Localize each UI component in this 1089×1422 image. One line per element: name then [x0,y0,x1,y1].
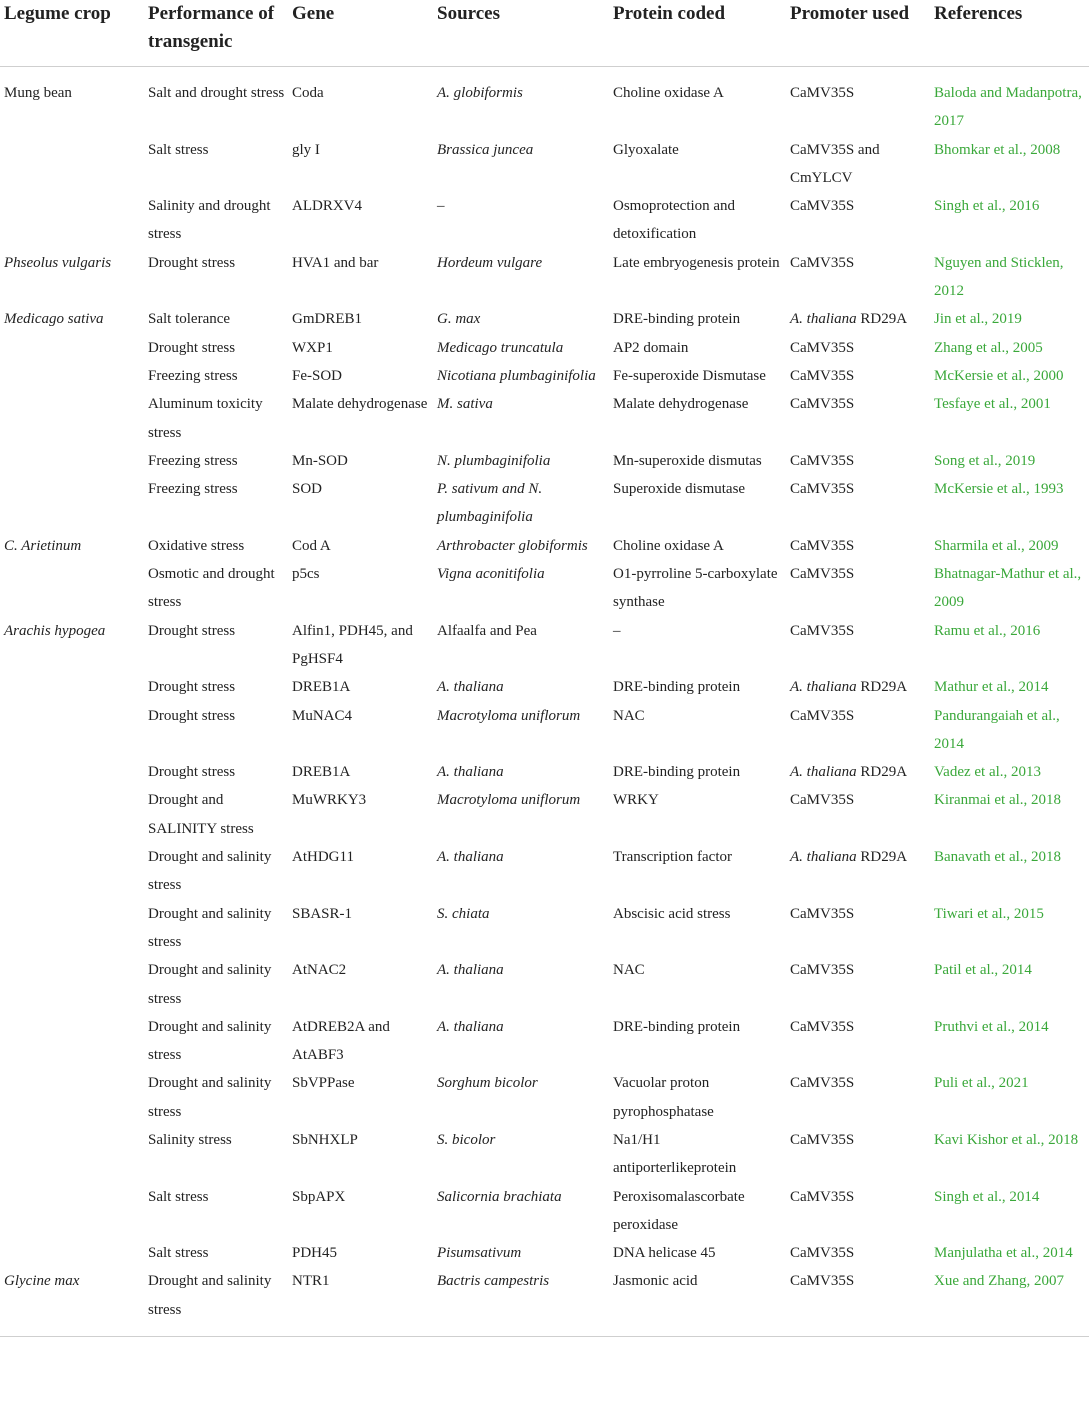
promoter-name: CaMV35S [790,1075,855,1092]
cell-protein-coded: Late embryogenesis protein [613,254,780,271]
cell-promoter-used [786,249,930,306]
cell-protein-coded: Malate dehydrogenase [613,396,749,413]
cell-legume-crop [0,1013,144,1070]
promoter-name: RD29A [856,679,908,696]
promoter-name: CaMV35S and CmYLCV [790,141,880,186]
cell-gene: SBASR-1 [292,905,353,922]
cell-reference-link[interactable]: Xue and Zhang, 2007 [934,1273,1064,1290]
cell-performance: Freezing stress [148,452,238,469]
cell-source: A. globiformis [437,85,523,101]
cell-gene: DREB1A [292,679,351,696]
cell-reference-link[interactable]: Bhomkar et al., 2008 [934,141,1061,158]
cell-legume-crop [0,1069,144,1126]
promoter-name: CaMV35S [790,396,855,413]
cell-source: Medicago truncatula [437,339,564,356]
promoter-name: CaMV35S [790,481,855,498]
cell-performance: Drought stress [148,254,236,271]
header-performance: Performance of transgenic [148,3,275,52]
cell-promoter-used [786,956,930,1013]
cell-gene: Mn-SOD [292,452,348,469]
cell-gene: Fe-SOD [292,367,343,384]
cell-legume-crop [0,334,144,362]
cell-reference-link[interactable]: Manjulatha et al., 2014 [934,1245,1073,1262]
cell-promoter-used [786,673,930,701]
table-row [0,786,1089,843]
cell-gene: WXP1 [292,339,333,356]
table-row [0,956,1089,1013]
cell-performance: Salt stress [148,1188,209,1205]
cell-gene: MuNAC4 [292,707,353,724]
cell-promoter-used [786,758,930,786]
header-protein-coded: Protein coded [613,3,726,24]
table-row [0,843,1089,900]
cell-performance: Freezing stress [148,367,238,384]
cell-gene: AtHDG11 [292,849,354,866]
table-row [0,447,1089,475]
cell-protein-coded: DRE-binding protein [613,764,741,781]
cell-reference-link[interactable]: Kavi Kishor et al., 2018 [934,1131,1079,1148]
cell-gene: SOD [292,481,323,498]
cell-reference-link[interactable]: Pruthvi et al., 2014 [934,1018,1049,1035]
table-row [0,1069,1089,1126]
cell-legume-crop: C. Arietinum [4,537,82,554]
promoter-name: CaMV35S [790,198,855,215]
cell-reference-link[interactable]: Pandurangaiah et al., 2014 [934,707,1060,752]
cell-reference-link[interactable]: Ramu et al., 2016 [934,622,1041,639]
cell-gene: AtNAC2 [292,962,347,979]
table-row [0,334,1089,362]
cell-performance: Salinity and drought stress [148,198,271,243]
cell-legume-crop [0,447,144,475]
cell-promoter-used [786,136,930,193]
promoter-species: A. thaliana [790,764,857,781]
table-row [0,249,1089,306]
cell-gene: MuWRKY3 [292,792,367,809]
promoter-name: CaMV35S [790,792,855,809]
table-row [0,136,1089,193]
cell-performance: Drought stress [148,679,236,696]
cell-protein-coded: Superoxide dismutase [613,481,746,498]
cell-legume-crop: Glycine max [4,1273,80,1290]
cell-legume-crop [0,192,144,249]
cell-protein-coded: Choline oxidase A [613,537,724,554]
cell-source: Vigna aconitifolia [437,566,545,583]
cell-gene: HVA1 and bar [292,254,379,271]
cell-gene: NTR1 [292,1273,330,1290]
cell-performance: Osmotic and drought stress [148,566,275,611]
cell-protein-coded: Jasmonic acid [613,1273,698,1290]
cell-legume-crop [0,1183,144,1240]
promoter-name: CaMV35S [790,962,855,979]
cell-protein-coded: DRE-binding protein [613,1018,741,1035]
promoter-name: CaMV35S [790,566,855,583]
cell-gene: p5cs [292,566,320,583]
header-gene: Gene [292,3,335,24]
cell-legume-crop [0,786,144,843]
table-row [0,560,1089,617]
cell-promoter-used [786,390,930,447]
promoter-name: CaMV35S [790,367,855,384]
cell-legume-crop [0,956,144,1013]
cell-protein-coded: NAC [613,962,645,979]
cell-reference-link[interactable]: Mathur et al., 2014 [934,679,1049,696]
table-row [0,617,1089,674]
cell-source: N. plumbaginifolia [437,452,551,469]
table-body [0,67,1089,1337]
cell-performance: Drought stress [148,707,236,724]
cell-legume-crop [0,362,144,390]
cell-protein-coded: WRKY [613,792,659,809]
cell-protein-coded: Peroxisomalascorbate peroxidase [613,1188,745,1233]
header-row [0,0,1089,67]
cell-gene: Coda [292,85,324,101]
promoter-name: CaMV35S [790,1273,855,1290]
cell-performance: Drought and salinity stress [148,1075,272,1120]
cell-promoter-used [786,1013,930,1070]
cell-legume-crop [0,1126,144,1183]
cell-reference-link[interactable]: Jin et al., 2019 [934,311,1022,328]
cell-performance: Salt stress [148,1245,209,1262]
cell-performance: Drought stress [148,622,236,639]
promoter-name: CaMV35S [790,452,855,469]
cell-reference-link[interactable]: Banavath et al., 2018 [934,849,1062,866]
promoter-name: CaMV35S [790,254,855,271]
promoter-name: CaMV35S [790,537,855,554]
cell-promoter-used [786,560,930,617]
header-sources: Sources [437,3,500,24]
cell-legume-crop: Mung bean [4,85,72,101]
cell-legume-crop [0,673,144,701]
cell-gene: GmDREB1 [292,311,363,328]
cell-legume-crop: Arachis hypogea [4,622,106,639]
header-promoter-used: Promoter used [790,3,910,24]
cell-performance: Drought stress [148,764,236,781]
cell-reference-link[interactable]: Patil et al., 2014 [934,962,1032,979]
cell-protein-coded: Vacuolar proton pyrophosphatase [613,1075,714,1120]
cell-legume-crop [0,136,144,193]
cell-source: P. sativum and N. plumbaginifolia [437,481,543,526]
cell-promoter-used [786,702,930,759]
promoter-name: CaMV35S [790,905,855,922]
cell-protein-coded: Glyoxalate [613,141,679,158]
table-row [0,1126,1089,1183]
table-row [0,67,1089,136]
cell-legume-crop: Medicago sativa [4,311,104,328]
cell-performance: Oxidative stress [148,537,245,554]
cell-performance: Drought and salinity stress [148,1273,272,1318]
cell-gene: SbNHXLP [292,1131,358,1148]
promoter-name: CaMV35S [790,707,855,724]
cell-source: G. max [437,311,481,328]
cell-reference-link[interactable]: Song et al., 2019 [934,452,1036,469]
cell-protein-coded: Mn-superoxide dismutas [613,452,762,469]
cell-promoter-used [786,532,930,560]
cell-promoter-used [786,1267,930,1336]
cell-reference-link[interactable]: McKersie et al., 1993 [934,481,1064,498]
cell-source: A. thaliana [437,679,504,696]
cell-source: Arthrobacter globiformis [437,537,588,554]
cell-reference-link[interactable]: Nguyen and Sticklen, 2012 [934,254,1064,300]
cell-legume-crop [0,560,144,617]
cell-protein-coded: DRE-binding protein [613,679,741,696]
cell-legume-crop [0,900,144,957]
cell-promoter-used [786,447,930,475]
promoter-species: A. thaliana [790,679,857,696]
cell-legume-crop [0,843,144,900]
cell-legume-crop [0,1239,144,1267]
cell-source: Nicotiana plumbaginifolia [437,367,596,384]
cell-gene: SbpAPX [292,1188,346,1205]
cell-promoter-used [786,900,930,957]
cell-promoter-used [786,1126,930,1183]
cell-protein-coded: Fe-superoxide Dismutase [613,367,766,384]
cell-promoter-used [786,1069,930,1126]
cell-gene: Alfin1, PDH45, and PgHSF4 [292,622,413,667]
promoter-species: A. thaliana [790,311,857,328]
header-legume-crop: Legume crop [4,3,111,24]
cell-performance: Drought and salinity stress [148,905,272,950]
cell-legume-crop [0,758,144,786]
cell-gene: PDH45 [292,1245,338,1262]
cell-performance: Freezing stress [148,481,238,498]
cell-source: M. sativa [437,396,493,413]
cell-protein-coded: NAC [613,707,645,724]
cell-promoter-used [786,843,930,900]
cell-source: Sorghum bicolor [437,1075,538,1092]
cell-performance: Drought and salinity stress [148,849,272,894]
table-row [0,1267,1089,1336]
cell-promoter-used [786,475,930,532]
cell-protein-coded: Abscisic acid stress [613,905,731,922]
cell-gene: gly I [292,141,320,158]
cell-performance: Drought and SALINITY stress [148,792,254,837]
cell-reference-link[interactable]: Puli et al., 2021 [934,1075,1029,1092]
cell-protein-coded: DRE-binding protein [613,311,741,328]
cell-gene: AtDREB2A and AtABF3 [292,1018,390,1064]
cell-legume-crop: Phseolus vulgaris [4,254,112,271]
cell-promoter-used [786,1239,930,1267]
cell-gene: Malate dehydrogenase [292,396,428,413]
cell-protein-coded: DNA helicase 45 [613,1245,716,1262]
cell-promoter-used [786,192,930,249]
cell-performance: Aluminum toxicity stress [148,396,263,441]
table-row [0,673,1089,701]
header-references: References [934,3,1023,24]
cell-source: – [437,198,445,215]
cell-source: A. thaliana [437,1018,504,1035]
promoter-name: CaMV35S [790,1131,855,1148]
cell-protein-coded: Na1/H1 antiporterlikeprotein [613,1131,737,1177]
cell-source: Bactris campestris [437,1273,550,1290]
promoter-name: CaMV35S [790,622,855,639]
table-row [0,702,1089,759]
cell-legume-crop [0,390,144,447]
cell-gene: Cod A [292,537,331,554]
promoter-name: CaMV35S [790,339,855,356]
cell-protein-coded: Transcription factor [613,849,733,866]
promoter-name: CaMV35S [790,85,855,101]
cell-protein-coded: – [613,622,621,639]
cell-source: Macrotyloma uniflorum [437,707,581,724]
cell-gene: SbVPPase [292,1075,355,1092]
cell-source: S. bicolor [437,1131,496,1148]
table-row [0,532,1089,560]
promoter-name: RD29A [856,764,908,781]
promoter-name: RD29A [856,311,908,328]
table-row [0,475,1089,532]
table-row [0,758,1089,786]
cell-performance: Salt and drought stress [148,85,285,101]
promoter-name: CaMV35S [790,1018,855,1035]
cell-performance: Salinity stress [148,1131,232,1148]
cell-source: Salicornia brachiata [437,1188,562,1205]
cell-protein-coded: O1-pyrroline 5-carboxylate synthase [613,566,778,611]
cell-reference-link[interactable]: Sharmila et al., 2009 [934,537,1059,554]
cell-legume-crop [0,475,144,532]
cell-source: Brassica juncea [437,141,534,158]
cell-performance: Salt tolerance [148,311,231,328]
cell-performance: Salt stress [148,141,209,158]
cell-reference-link[interactable]: Zhang et al., 2005 [934,339,1043,356]
promoter-name: CaMV35S [790,1245,855,1262]
cell-reference-link[interactable]: Baloda and Madanpotra, 2017 [934,85,1082,130]
cell-protein-coded: AP2 domain [613,339,689,356]
cell-reference-link[interactable]: Singh et al., 2016 [934,198,1040,215]
cell-source: Hordeum vulgare [437,254,543,271]
cell-reference-link[interactable]: Singh et al., 2014 [934,1188,1040,1205]
cell-source: A. thaliana [437,849,504,866]
cell-performance: Drought stress [148,339,236,356]
promoter-species: A. thaliana [790,849,857,866]
cell-legume-crop [0,702,144,759]
cell-gene: ALDRXV4 [292,198,362,215]
cell-reference-link[interactable]: Vadez et al., 2013 [934,764,1042,781]
cell-promoter-used [786,362,930,390]
promoter-name: RD29A [856,849,908,866]
table-row [0,362,1089,390]
table-header [0,0,1089,67]
table-row [0,1013,1089,1070]
cell-promoter-used [786,617,930,674]
table-row [0,192,1089,249]
cell-reference-link[interactable]: Kiranmai et al., 2018 [934,792,1062,809]
cell-protein-coded: Choline oxidase A [613,85,724,101]
cell-promoter-used [786,334,930,362]
cell-source: Alfaalfa and Pea [437,622,537,639]
cell-source: Pisumsativum [437,1245,522,1262]
table-row [0,1183,1089,1240]
cell-reference-link[interactable]: Tiwari et al., 2015 [934,905,1044,922]
table-row [0,900,1089,957]
cell-source: S. chiata [437,905,490,922]
cell-reference-link[interactable]: Tesfaye et al., 2001 [934,396,1051,413]
table-row [0,390,1089,447]
cell-promoter-used [786,1183,930,1240]
cell-gene: DREB1A [292,764,351,781]
cell-performance: Drought and salinity stress [148,1018,272,1064]
cell-reference-link[interactable]: Bhatnagar-Mathur et al., 2009 [934,566,1082,611]
promoter-name: CaMV35S [790,1188,855,1205]
cell-promoter-used [786,786,930,843]
cell-source: A. thaliana [437,764,504,781]
cell-protein-coded: Osmoprotection and detoxification [613,198,736,243]
cell-performance: Drought and salinity stress [148,962,272,1007]
cell-source: Macrotyloma uniflorum [437,792,581,809]
table-row [0,305,1089,333]
cell-reference-link[interactable]: McKersie et al., 2000 [934,367,1064,384]
cell-source: A. thaliana [437,962,504,979]
cell-promoter-used [786,305,930,333]
table-row [0,1239,1089,1267]
cell-promoter-used [786,67,930,136]
